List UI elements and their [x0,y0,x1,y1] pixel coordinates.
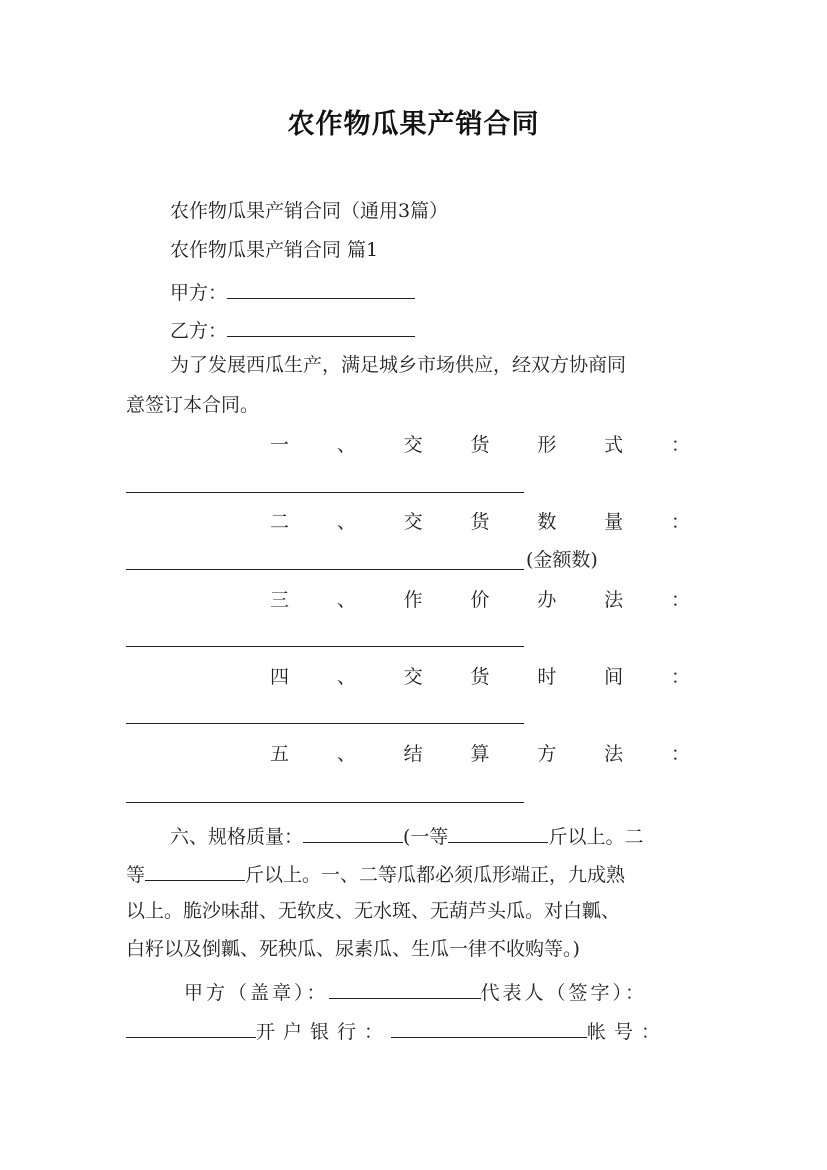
item-5-heading: 五 、 结 算 方 法 ： [270,743,690,765]
bank-blank-1 [126,1019,256,1038]
subtitle: 农作物瓜果产销合同（通用3篇） [170,200,449,222]
party-b-label: 乙方： [170,320,228,342]
signature-line: 甲方（盖章）： 代表人（签字）： [184,982,648,1004]
intro-line-2: 意签订本合同。 [126,394,260,416]
party-a-blank [227,280,415,299]
item-2-heading: 二 、 交 货 数 量 ： [270,511,690,533]
item-1-heading: 一 、 交 货 形 式 ： [270,434,690,456]
item-3-heading: 三 、 作 价 办 法 ： [270,589,690,611]
quality-line-4: 白籽以及倒瓤、死秧瓜、尿素瓜、生瓜一律不收购等。) [126,938,580,960]
quality-line-3: 以上。脆沙味甜、无软皮、无水斑、无葫芦头瓜。对白瓤、 [126,900,621,922]
item-5-blank [126,802,524,803]
party-b-line [170,318,415,341]
quality-line-1: 六、规格质量： (一等 斤以上。二 [170,826,644,848]
document-title: 农作物瓜果产销合同 [287,109,540,140]
quality-blank-2 [448,824,548,843]
intro-line-1: 为了发展西瓜生产，满足城乡市场供应，经双方协商同 [170,354,627,376]
item-3-blank [126,646,524,647]
item-2-suffix: (金额数) [526,549,598,571]
item-1-blank [126,492,524,493]
item-4-heading: 四 、 交 货 时 间 ： [270,666,690,688]
party-b-blank [227,318,415,337]
item-2-blank [126,569,524,570]
item-4-blank [126,723,524,724]
sign-blank [329,980,481,999]
party-a-label: 甲方： [170,282,228,304]
section-heading: 农作物瓜果产销合同 篇1 [170,239,379,261]
party-a-line [170,280,415,303]
quality-line-2: 等 斤以上。一、二等瓜都必须瓜形端正，九成熟 [126,864,626,886]
bank-blank-2 [391,1019,587,1038]
quality-blank-1 [303,824,403,843]
quality-blank-3 [145,862,245,881]
bank-line: 开户银行： 帐号： [126,1019,668,1042]
